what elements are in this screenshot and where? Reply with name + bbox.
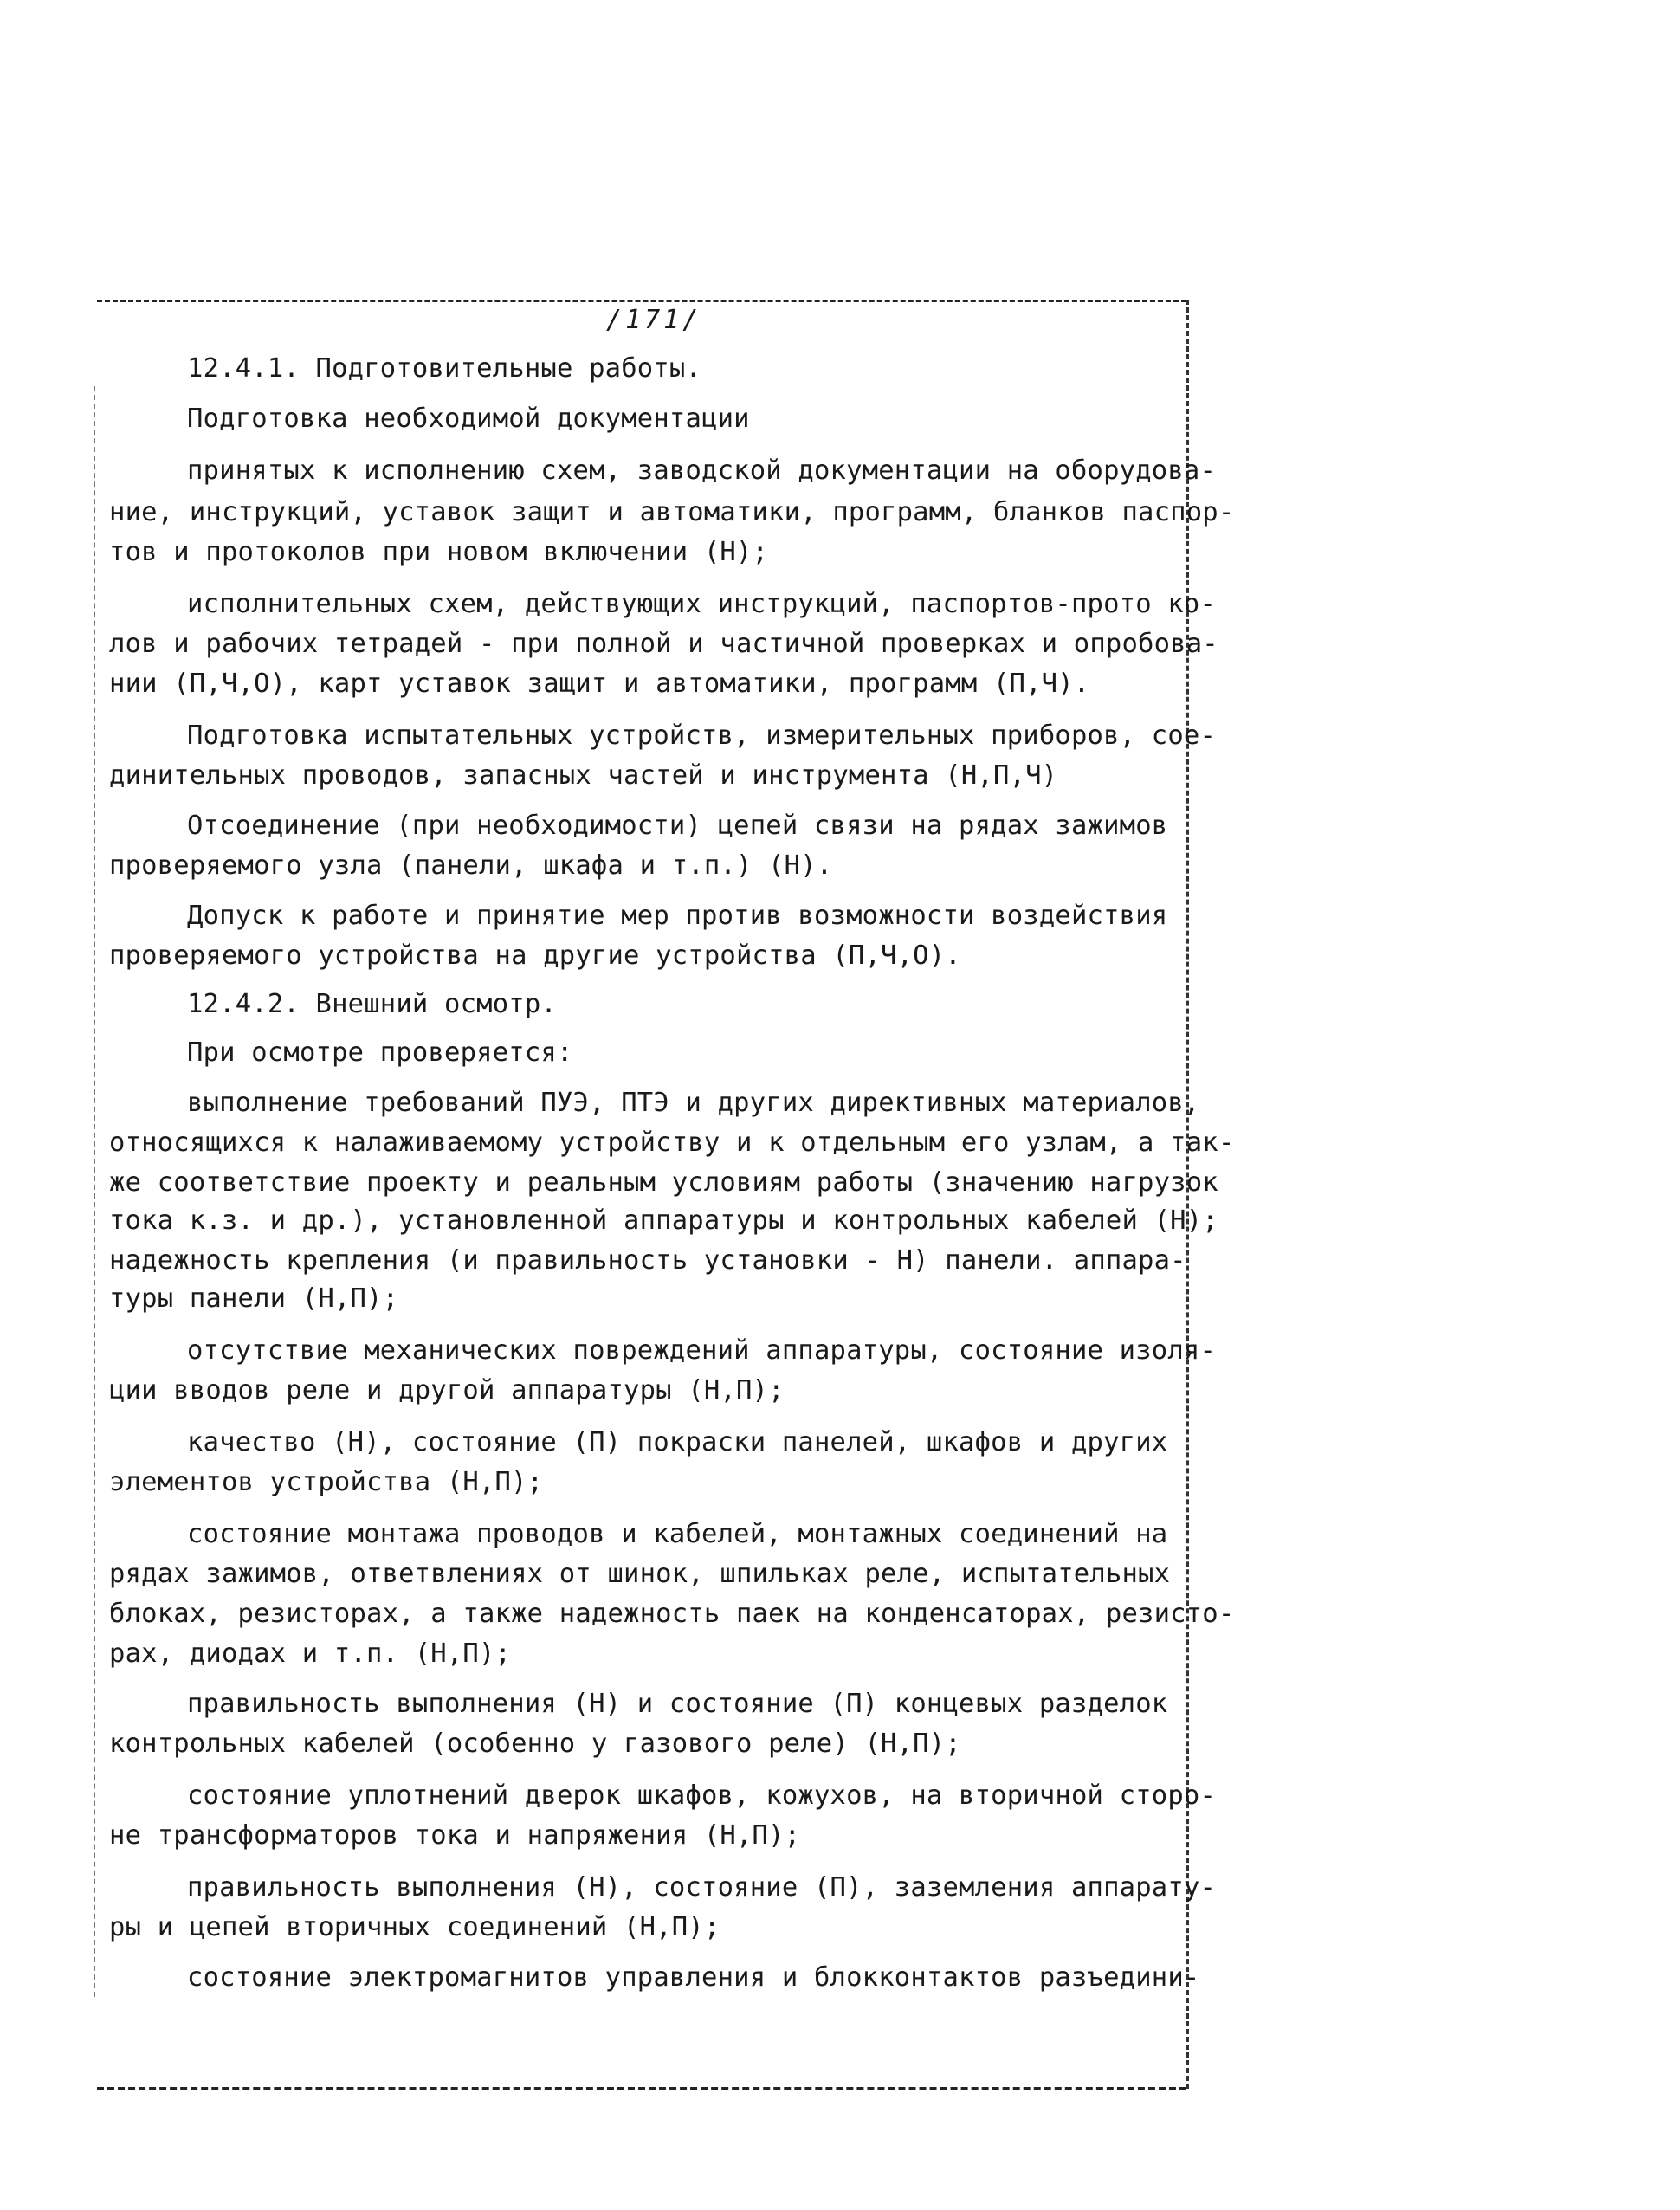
paragraph-line: Подготовка необходимой документации bbox=[187, 404, 750, 434]
paragraph-line: Допуск к работе и принятие мер против возможности воздействия bbox=[187, 901, 1168, 931]
paragraph-line: принятых к исполнению схем, заводской документации на оборудова- bbox=[187, 456, 1217, 486]
paragraph-line: тока к.з. и др.), установленной аппаратуры и контрольных кабелей (Н); bbox=[109, 1205, 1218, 1236]
paragraph-line: не трансформаторов тока и напряжения (Н,П); bbox=[109, 1820, 801, 1851]
paragraph-line: туры панели (Н,П); bbox=[109, 1283, 399, 1314]
paragraph-line: ции вводов реле и другой аппаратуры (Н,П); bbox=[109, 1375, 785, 1405]
paragraph-line: ры и цепей вторичных соединений (Н,П); bbox=[109, 1912, 720, 1942]
paragraph-line: отсутствие механических повреждений аппаратуры, состояние изоля- bbox=[187, 1335, 1217, 1366]
paragraph-line: относящихся к налаживаемому устройству и к отдельным его узлам, а так- bbox=[109, 1128, 1235, 1158]
paragraph-line: проверяемого узла (панели, шкафа и т.п.) (Н). bbox=[109, 850, 833, 881]
paragraph-line: выполнение требований ПУЭ, ПТЭ и других директивных материалов, bbox=[187, 1088, 1200, 1118]
paragraph-line: же соответствие проекту и реальным условиям работы (значению нагрузок bbox=[109, 1167, 1218, 1198]
bottom-rule bbox=[97, 2087, 1186, 2090]
paragraph-line: правильность выполнения (Н) и состояние (П) концевых разделок bbox=[187, 1689, 1168, 1719]
paragraph-line: проверяемого устройства на другие устройства (П,Ч,О). bbox=[109, 940, 961, 971]
section-heading: 12.4.2. Внешний осмотр. bbox=[187, 989, 557, 1019]
paragraph-line: правильность выполнения (Н), состояние (П), заземления аппарату- bbox=[187, 1872, 1217, 1903]
paragraph-line: блоках, резисторах, а также надежность паек на конденсаторах, резисто- bbox=[109, 1599, 1235, 1629]
paragraph-line: элементов устройства (Н,П); bbox=[109, 1467, 544, 1497]
page-number-value: 171 bbox=[625, 305, 683, 335]
paragraph-line: качество (Н), состояние (П) покраски панелей, шкафов и других bbox=[187, 1427, 1168, 1457]
paragraph-line: надежность крепления (и правильность установки - Н) панели. аппара- bbox=[109, 1245, 1186, 1276]
paragraph-line: ние, инструкций, уставок защит и автоматики, программ, бланков паспор- bbox=[109, 497, 1235, 527]
paragraph-line: лов и рабочих тетрадей - при полной и частичной проверках и опробова- bbox=[109, 629, 1218, 659]
paragraph-line: контрольных кабелей (особенно у газового реле) (Н,П); bbox=[109, 1729, 961, 1759]
paragraph-line: рах, диодах и т.п. (Н,П); bbox=[109, 1638, 512, 1669]
paragraph-line: исполнительных схем, действующих инструкций, паспортов-прото ко- bbox=[187, 589, 1217, 619]
paragraph-line: Подготовка испытательных устройств, измерительных приборов, сое- bbox=[187, 721, 1217, 751]
paragraph-line: динительных проводов, запасных частей и инструмента (Н,П,Ч) bbox=[109, 760, 1058, 791]
section-heading: 12.4.1. Подготовительные работы. bbox=[187, 353, 702, 384]
top-rule bbox=[97, 300, 1186, 302]
paragraph-line: состояние электромагнитов управления и блокконтактов разъедини- bbox=[187, 1962, 1200, 1993]
left-margin-line bbox=[94, 386, 95, 1997]
paragraph-line: При осмотре проверяется: bbox=[187, 1037, 573, 1068]
paragraph-line: тов и протоколов при новом включении (Н); bbox=[109, 537, 769, 567]
page-number: /171/ bbox=[606, 305, 702, 335]
paragraph-line: рядах зажимов, ответвлениях от шинок, шпильках реле, испытательных bbox=[109, 1559, 1171, 1589]
paragraph-line: Отсоединение (при необходимости) цепей связи на рядах зажимов bbox=[187, 811, 1168, 841]
paragraph-line: нии (П,Ч,О), карт уставок защит и автоматики, программ (П,Ч). bbox=[109, 669, 1090, 699]
paragraph-line: состояние уплотнений дверок шкафов, кожухов, на вторичной сторо- bbox=[187, 1780, 1217, 1811]
paragraph-line: состояние монтажа проводов и кабелей, монтажных соединений на bbox=[187, 1519, 1168, 1549]
